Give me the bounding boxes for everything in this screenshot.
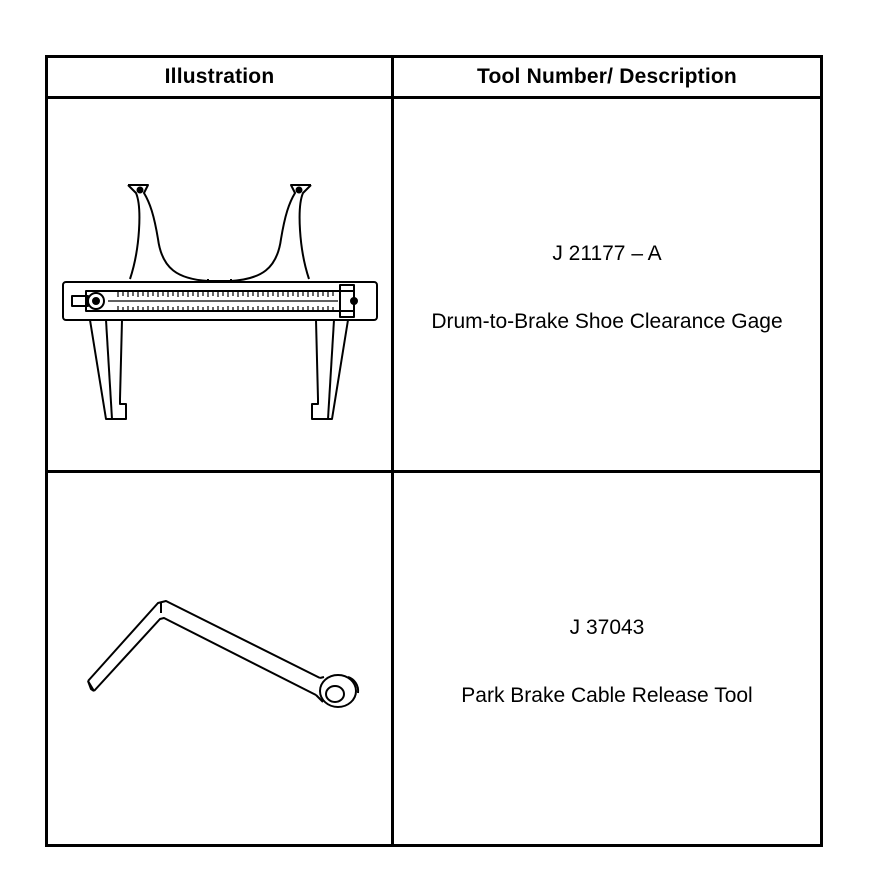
header-illustration: Illustration xyxy=(164,65,275,88)
row-1-illustration xyxy=(48,99,391,470)
tool-description: Drum-to-Brake Shoe Clearance Gage xyxy=(431,310,783,333)
row-2-description-cell xyxy=(394,473,820,844)
cable-release-tool-icon xyxy=(48,473,391,844)
header-tool-description: Tool Number/ Description xyxy=(477,65,737,88)
tool-number: J 21177 – A xyxy=(552,242,662,265)
scale-ticks xyxy=(108,291,338,311)
tool-number: J 37043 xyxy=(569,616,645,639)
tool-table xyxy=(45,55,823,847)
row-2-illustration xyxy=(48,473,391,844)
tool-description: Park Brake Cable Release Tool xyxy=(461,684,753,707)
row-1-description-cell xyxy=(394,99,820,470)
clearance-gage-icon xyxy=(48,99,391,470)
